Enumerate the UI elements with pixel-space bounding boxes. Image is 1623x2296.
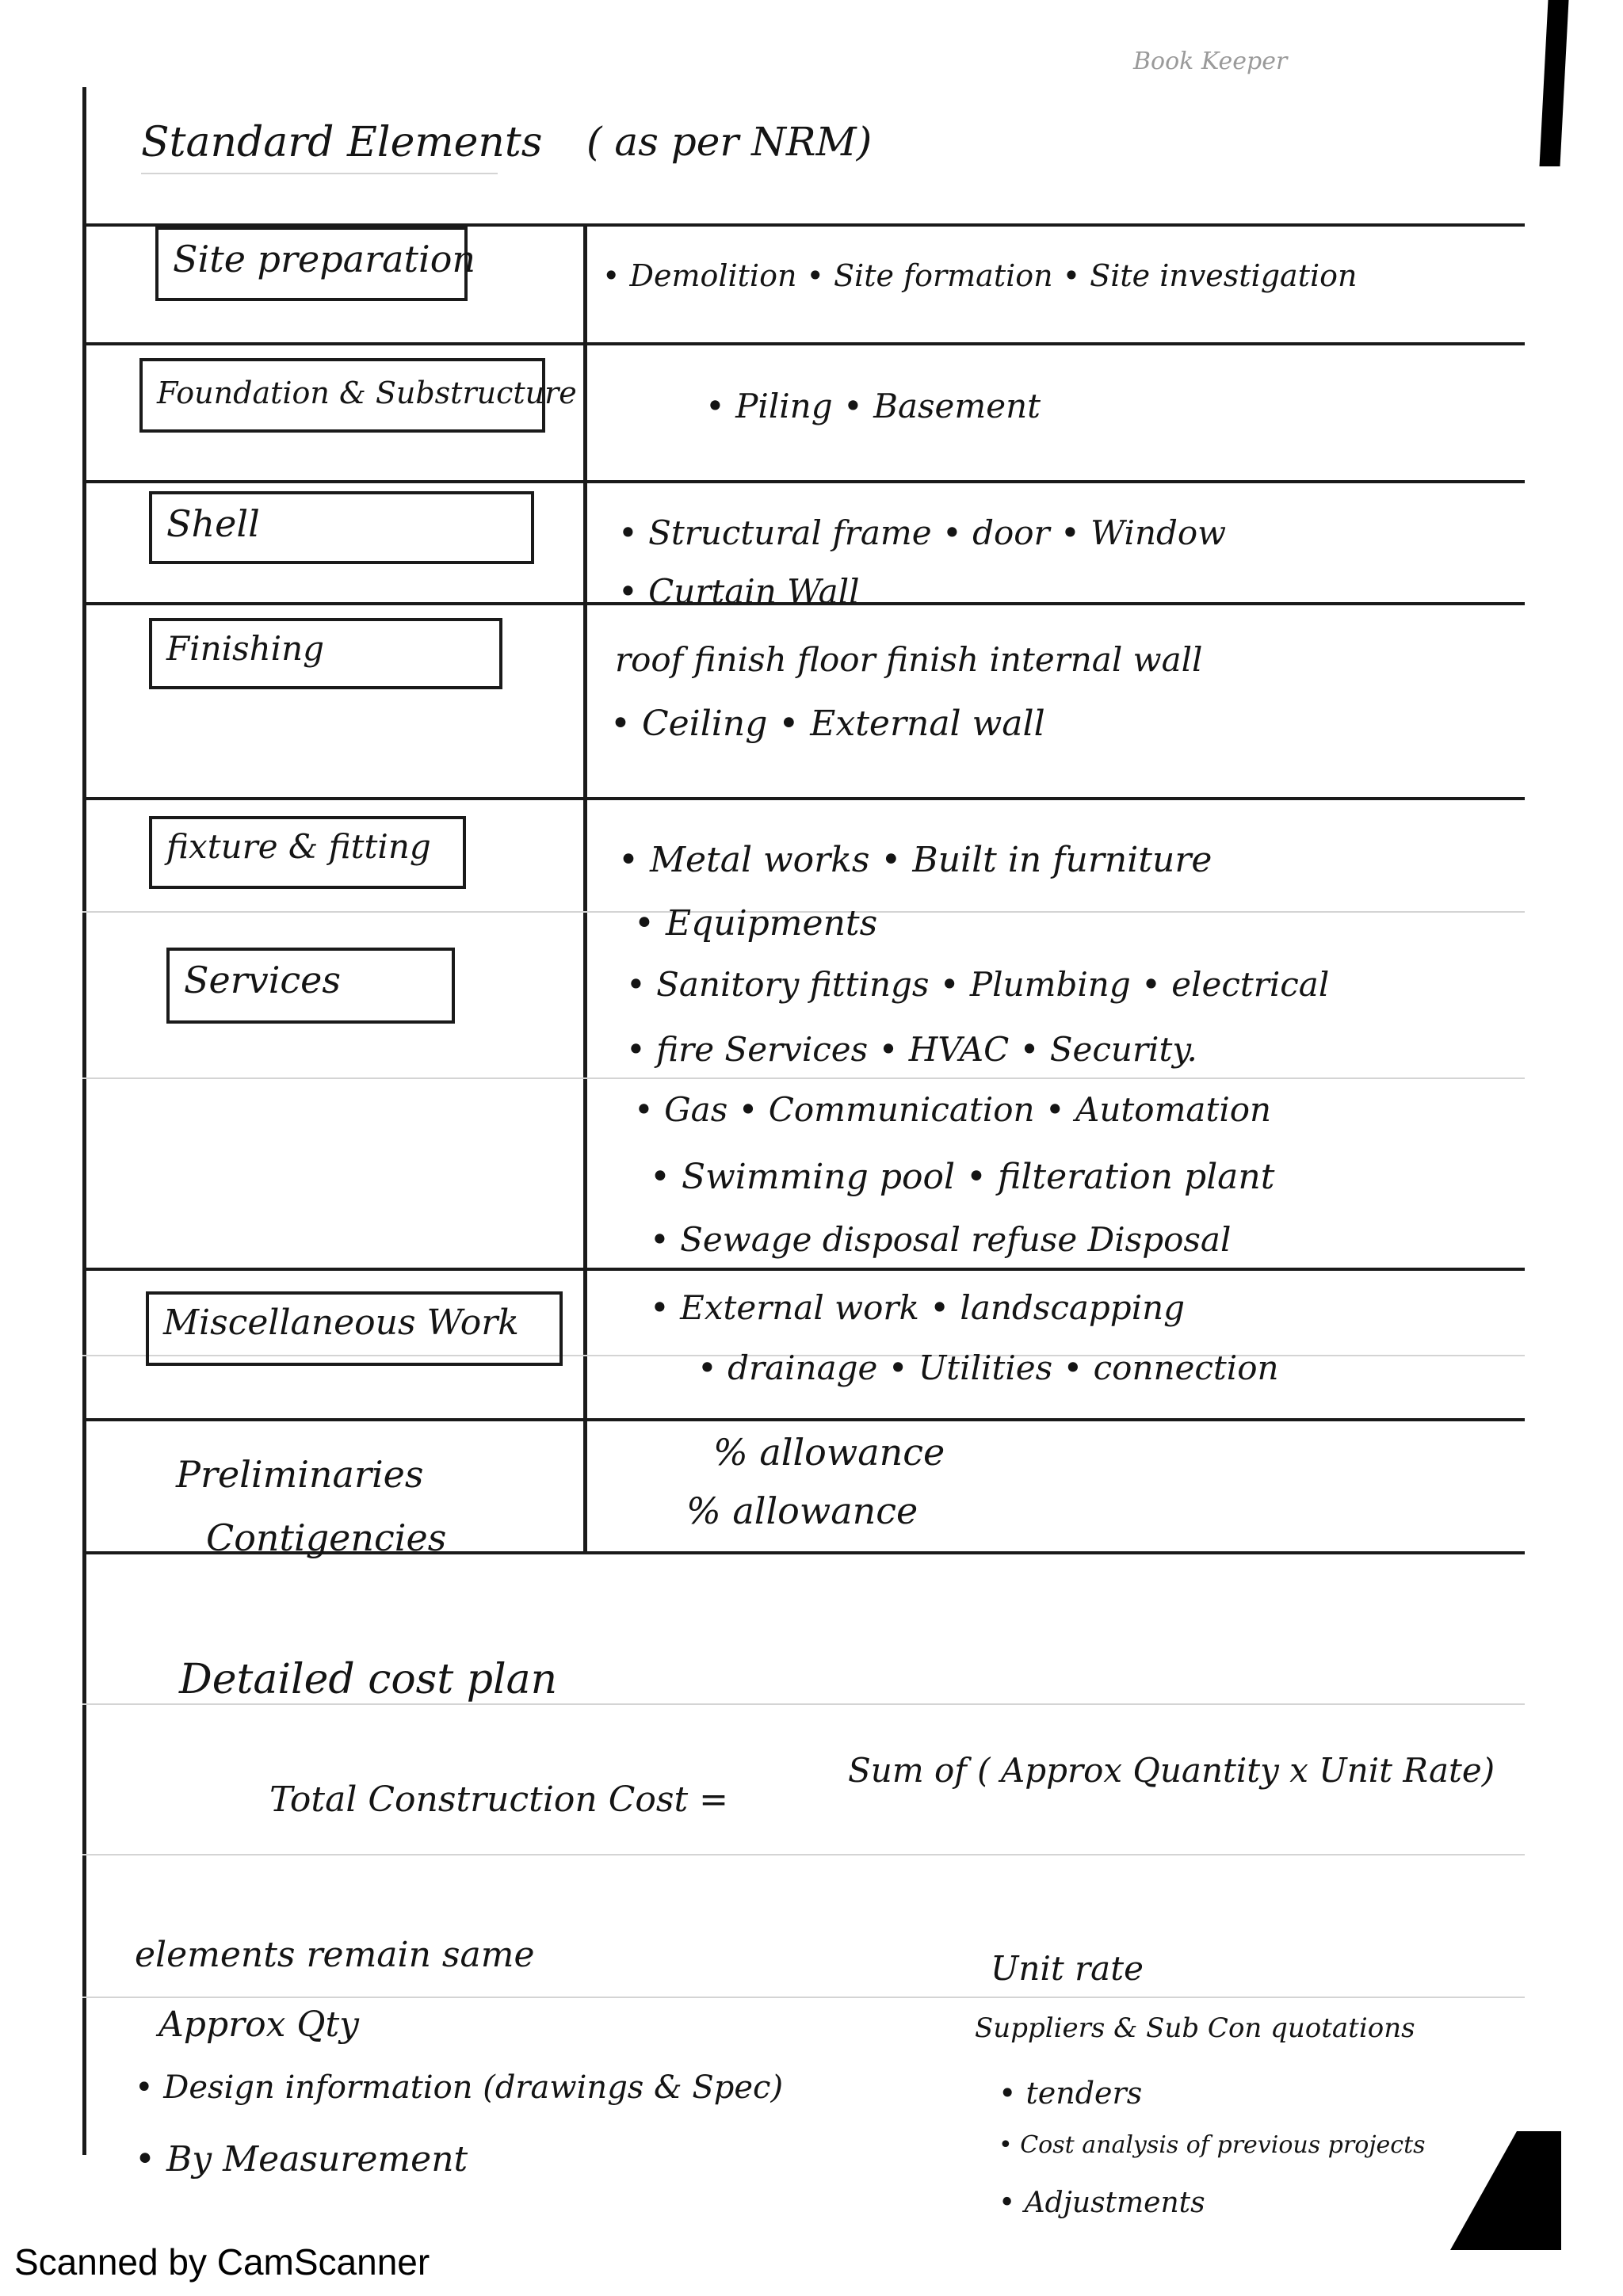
element-items: • External work • landscapping — [650, 1288, 1186, 1327]
notes-right-line: Unit rate — [991, 1949, 1144, 1988]
element-label: Services — [184, 959, 342, 1001]
notes-right-line: Suppliers & Sub Con quotations — [975, 2012, 1415, 2044]
table-rule — [82, 797, 1525, 800]
element-items: • Demolition • Site formation • Site investigation — [602, 258, 1358, 293]
element-items: • Structural frame • door • Window — [618, 513, 1227, 552]
element-label: Finishing — [166, 629, 325, 668]
cost-formula-right: Sum of ( Approx Quantity x Unit Rate) — [848, 1751, 1495, 1790]
scan-shadow-bottom-right — [1450, 2131, 1561, 2250]
notebook-brand-stamp: Book Keeper — [1133, 48, 1288, 75]
element-label: Site preparation — [173, 238, 476, 280]
element-box-site-preparation — [155, 227, 476, 301]
notes-left-line: • By Measurement — [135, 2139, 468, 2180]
notes-left-line: elements remain same — [135, 1935, 535, 1975]
element-label: Shell — [166, 502, 260, 545]
element-label: Miscellaneous Work — [163, 1302, 519, 1343]
element-items: • Piling • Basement — [705, 387, 1041, 425]
table-rule — [82, 1268, 1525, 1271]
element-items: • Ceiling • External wall — [610, 704, 1045, 744]
element-label-preliminaries: Preliminaries — [176, 1453, 424, 1496]
element-items: • Curtain Wall — [618, 572, 860, 611]
scanner-watermark: Scanned by CamScanner — [14, 2241, 430, 2283]
notebook-line — [82, 1997, 1525, 1998]
heading-underline — [141, 173, 498, 174]
element-items: • Sewage disposal refuse Disposal — [650, 1220, 1232, 1259]
element-label-contigencies: Contigencies — [206, 1516, 447, 1559]
element-box-finishing — [149, 618, 502, 689]
element-items: % allowance — [686, 1489, 918, 1532]
element-box-foundation-substructure — [139, 358, 577, 433]
scan-shadow-top-right — [1539, 0, 1568, 166]
table-rule — [82, 1418, 1525, 1421]
element-items: • Equipments — [634, 903, 878, 944]
notebook-line — [82, 1854, 1525, 1855]
element-label: Foundation & Substructure — [157, 376, 577, 410]
element-items: roof finish floor finish internal wall — [615, 640, 1203, 679]
notes-right-line: • Adjustments — [999, 2187, 1205, 2219]
page-heading-qualifier: ( as per NRM) — [586, 119, 873, 165]
notes-left-line: • Design information (drawings & Spec) — [135, 2069, 784, 2106]
left-margin-line — [82, 87, 86, 2155]
element-box-miscellaneous-work — [146, 1291, 563, 1366]
element-items: • Sanitory fittings • Plumbing • electrical — [626, 965, 1330, 1004]
element-box-fixture-fitting — [149, 816, 466, 889]
notebook-line — [82, 1703, 1525, 1705]
element-items: • Gas • Communication • Automation — [634, 1090, 1272, 1129]
notes-right-line: • tenders — [999, 2076, 1143, 2111]
element-items: • Metal works • Built in furniture — [618, 840, 1212, 880]
table-rule — [82, 480, 1525, 483]
element-items: % allowance — [713, 1431, 945, 1474]
element-box-shell — [149, 491, 534, 564]
table-rule — [82, 342, 1525, 345]
notes-right-line: • Cost analysis of previous projects — [999, 2131, 1426, 2159]
element-items: • Swimming pool • filteration plant — [650, 1157, 1275, 1197]
detailed-cost-plan-title: Detailed cost plan — [179, 1656, 558, 1703]
element-items: • drainage • Utilities • connection — [697, 1348, 1279, 1387]
page-heading: Standard Elements — [141, 119, 543, 166]
notebook-line — [82, 1077, 1525, 1079]
element-label: fixture & fitting — [166, 827, 431, 866]
notes-left-line: Approx Qty — [158, 2004, 360, 2045]
cost-formula-left: Total Construction Cost = — [269, 1779, 729, 1820]
element-box-services — [166, 948, 455, 1024]
element-items: • fire Services • HVAC • Security. — [626, 1030, 1197, 1069]
